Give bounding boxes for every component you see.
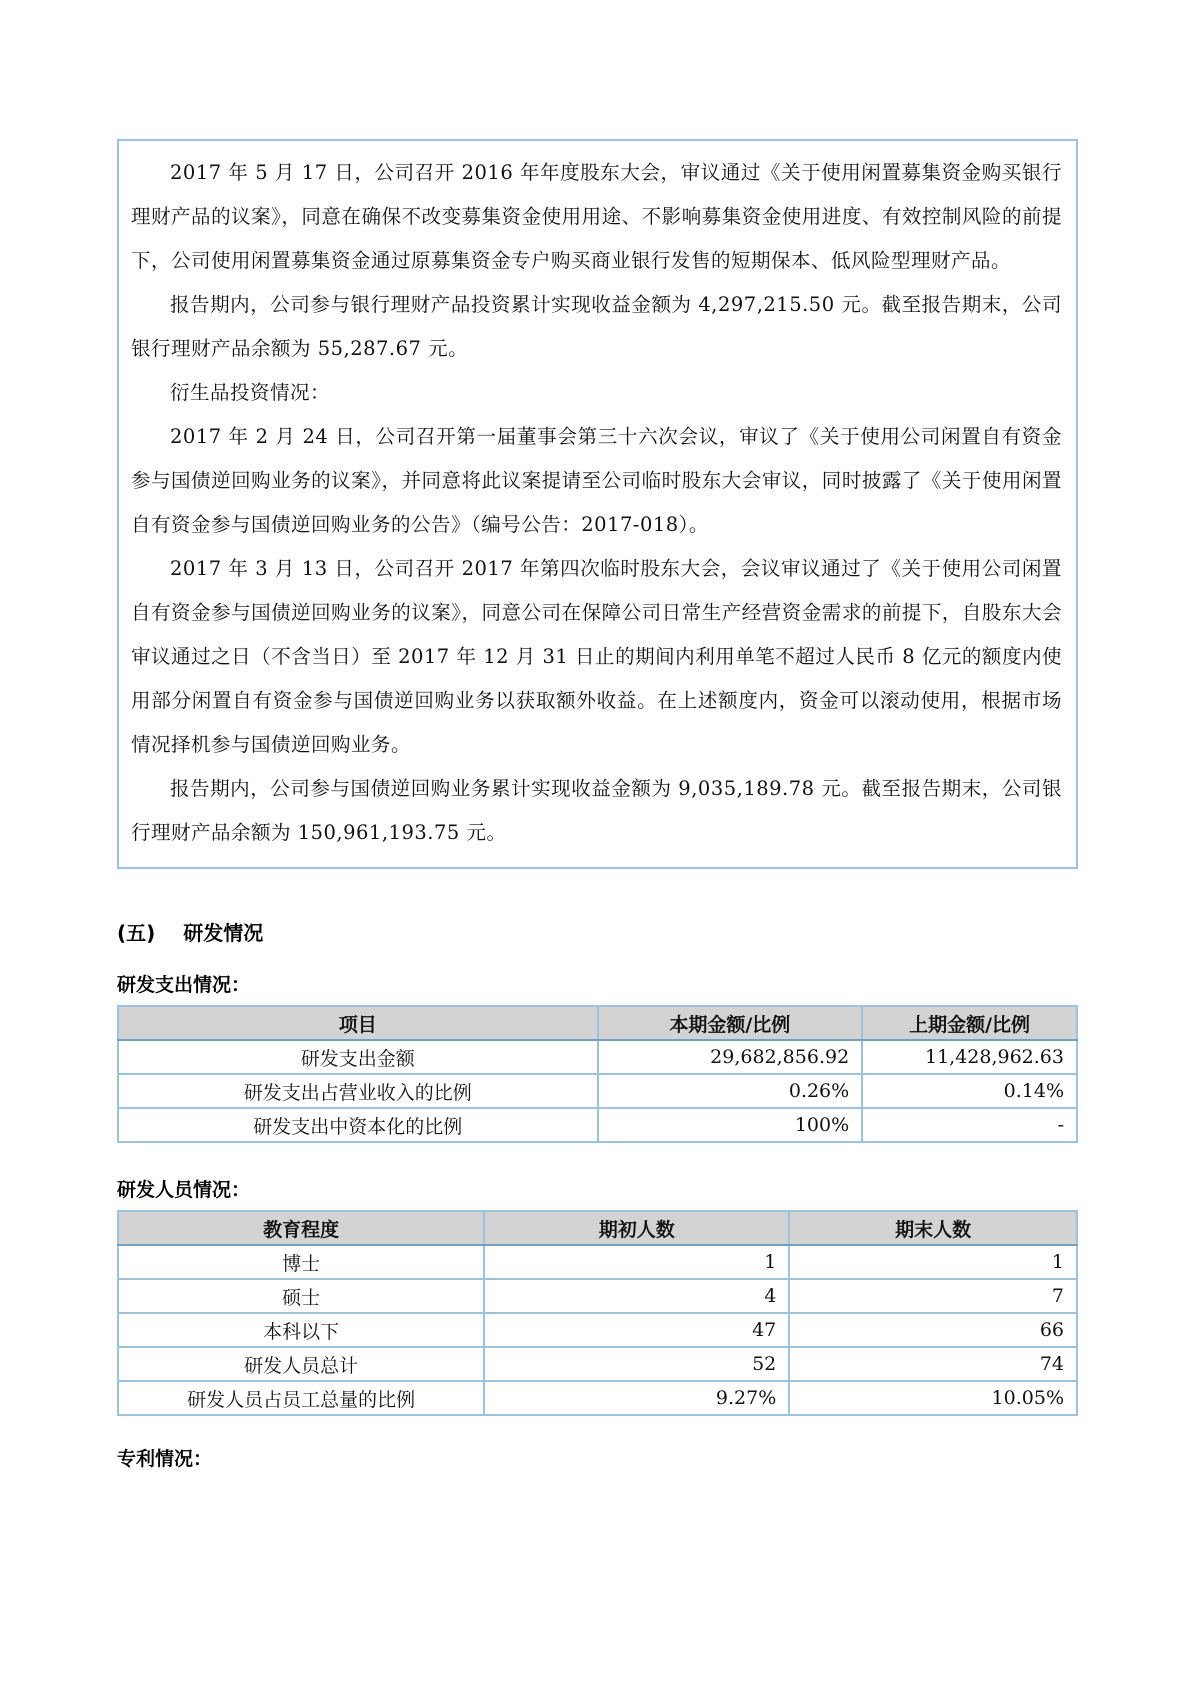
- header-cell-end-count: 期末人数: [789, 1211, 1077, 1245]
- paragraph-repo-income: 报告期内，公司参与国债逆回购业务累计实现收益金额为 9,035,189.78 元。截至报告期末，公司银行理财产品余额为 150,961,193.75 元。: [131, 777, 1062, 844]
- table-header-row: [118, 1006, 1077, 1040]
- cell-doctor-label: 博士: [118, 1245, 484, 1279]
- paragraph-board-meeting: 2017 年 2 月 24 日，公司召开第一届董事会第三十六次会议，审议了《关于使用公司闲置自有资金参与国债逆回购业务的议案》，并同意将此议案提请至公司临时股东大会审议，同时披露了《关于使用闲置自有资金参与国债逆回购业务的公告》（编号公告：2017-018）。: [131, 425, 1062, 536]
- rd-staff-label: 研发人员情况：: [117, 1179, 251, 1201]
- table-row: [118, 1245, 1077, 1279]
- header-cell-item: 项目: [118, 1006, 598, 1040]
- cell-doctor-begin: 1: [484, 1245, 789, 1279]
- cell-rd-expense-current: 29,682,856.92: [598, 1040, 863, 1074]
- cell-total-label: 研发人员总计: [118, 1347, 484, 1381]
- header-cell-education: 教育程度: [118, 1211, 484, 1245]
- cell-below-bachelor-label: 本科以下: [118, 1313, 484, 1347]
- paragraph-share-meeting: 2017 年 5 月 17 日，公司召开 2016 年年度股东大会，审议通过《关于使用闲置募集资金购买银行理财产品的议案》，同意在确保不改变募集资金使用用途、不影响募集资金使用进度、有效控制风险的前提下，公司使用闲置募集资金通过原募集资金专户购买商业银行发售的短期保本、低风险型理财产品。: [131, 161, 1062, 272]
- paragraph-derivative-label: 衍生品投资情况：: [170, 381, 331, 404]
- paragraph-temp-share-meeting: 2017 年 3 月 13 日，公司召开 2017 年第四次临时股东大会，会议审议通过了《关于使用公司闲置自有资金参与国债逆回购业务的议案》，同意公司在保障公司日常生产经营资金需求的前提下，自股东大会审议通过之日（不含当日）至 2017 年 12 月 31 日止的期间内利用单笔不超过人民币 8 亿元的额度内使用部分闲置自有资金参与国债逆回购业务以获取额外收益。在上述额度内，资金可以滚动使用，根据市场情况择机参与国债逆回购业务。: [131, 557, 1062, 756]
- cell-below-bachelor-end: 66: [789, 1313, 1077, 1347]
- page-content: [117, 0, 1078, 1471]
- table-header-row: [118, 1211, 1077, 1245]
- paragraph-bank-product-income: 报告期内，公司参与银行理财产品投资累计实现收益金额为 4,297,215.50 元。截至报告期末，公司银行理财产品余额为 55,287.67 元。: [131, 293, 1062, 360]
- cell-doctor-end: 1: [789, 1245, 1077, 1279]
- rd-expense-label: 研发支出情况：: [117, 974, 251, 996]
- table-row: [118, 1074, 1077, 1108]
- cell-total-begin: 52: [484, 1347, 789, 1381]
- patent-label: 专利情况：: [117, 1448, 213, 1470]
- cell-total-end: 74: [789, 1347, 1077, 1381]
- table-row: [118, 1313, 1077, 1347]
- cell-rd-expense-prior: 11,428,962.63: [862, 1040, 1077, 1074]
- header-cell-current-period: 本期金额/比例: [598, 1006, 863, 1040]
- cell-staff-ratio-end: 10.05%: [789, 1381, 1077, 1415]
- cell-rd-expense-name: 研发支出金额: [118, 1040, 598, 1074]
- rd-staff-table: [117, 1210, 1078, 1416]
- cell-rd-capitalized-prior: -: [862, 1108, 1077, 1142]
- cell-rd-revenue-ratio-prior: 0.14%: [862, 1074, 1077, 1108]
- header-cell-prior-period: 上期金额/比例: [862, 1006, 1077, 1040]
- section-heading-rd: [117, 917, 1078, 946]
- table-row: [118, 1279, 1077, 1313]
- investment-note-box: [117, 139, 1078, 869]
- table-row: [118, 1381, 1077, 1415]
- rd-expense-table: [117, 1005, 1078, 1143]
- cell-below-bachelor-begin: 47: [484, 1313, 789, 1347]
- cell-master-label: 硕士: [118, 1279, 484, 1313]
- section-title: 研发情况: [183, 921, 264, 945]
- cell-staff-ratio-begin: 9.27%: [484, 1381, 789, 1415]
- cell-rd-revenue-ratio-current: 0.26%: [598, 1074, 863, 1108]
- cell-rd-capitalized-name: 研发支出中资本化的比例: [118, 1108, 598, 1142]
- cell-master-begin: 4: [484, 1279, 789, 1313]
- cell-master-end: 7: [789, 1279, 1077, 1313]
- cell-rd-capitalized-current: 100%: [598, 1108, 863, 1142]
- section-number: (五): [117, 921, 156, 945]
- header-cell-begin-count: 期初人数: [484, 1211, 789, 1245]
- table-row: [118, 1108, 1077, 1142]
- cell-staff-ratio-label: 研发人员占员工总量的比例: [118, 1381, 484, 1415]
- table-row: [118, 1347, 1077, 1381]
- table-row: [118, 1040, 1077, 1074]
- cell-rd-revenue-ratio-name: 研发支出占营业收入的比例: [118, 1074, 598, 1108]
